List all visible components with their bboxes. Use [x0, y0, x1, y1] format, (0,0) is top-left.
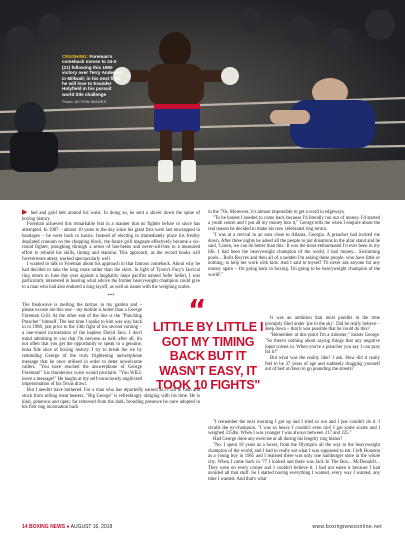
article-column-2-wrap [265, 316, 380, 373]
magazine-name: BOXING NEWS [28, 524, 66, 530]
pull-quote-text: LITTLE BY LITTLE I GOT MY TIMING BACK BUT IT WASN'T EASY, IT TOOK 10 FIGHTS" [152, 320, 264, 392]
paragraph: "I was at a revival in an area close to Atlanta, Georgia. A preacher had invited me down. After three nights he asked all the people to put donations in the altar stand and he said, 'Listen, we can do better than this.' It was the most embarrassed I'd ever been in my life. I had been the heavyweight champion of the world, I had money... Swimming pools... Rolls Royces and then all of a sudden I'm asking these people, who have little or nothing, to help me work with kids. And I said to myself 'I'll never ask anyone for any money again – I'm going back to boxing. I'm going to be heavyweight champion of the world'." [208, 232, 380, 278]
pull-quote [148, 293, 268, 393]
section-break: *** [107, 293, 115, 299]
paragraph: "Remember at this point I'm a minister," insists George. "So there's nothing about saying things that any negative input comes in. When you're a preacher you say I can pray for it!" [265, 333, 380, 356]
paragraph: But what was the reality like? I ask. How did it really feel to be 37 years of age and suddenly dragging yourself out of bed at dawn to go pounding the streets? [265, 355, 380, 373]
issue-date: AUGUST 16, 2018 [70, 524, 113, 530]
paragraph: The freakwave is melting the tarmac in my garden and – please excuse me this one – my mobile is hotter than a George Foreman Grill. At the other end of the line is the "Punching Preacher" himself. The last time I spoke to him was way back in in 1988, just prior to the 14th fight of his second coming – a one-round incineration of the hapless David Jaco. I don't mind admitting to you that I'm nervous as hell; after all, it's not often that you get the opportunity to speak to a genuine, bona fide slice of boxing history. I try to break the ice by reminding George of the truly frightening answerphone message that he once utilised in order to deter unwelcome callers. "You have reached the answerphone of George Foreman!" his thunderous voice would proclaim. "You WILL leave a message!" He laughs at my self-consciously anglicised impersonation of his Texas drawl. [22, 302, 142, 388]
paragraph: in the '70s. Moreover, it's almost impossible to get a word in edgeways. [208, 210, 346, 215]
boxing-photo-illustration [0, 0, 405, 200]
article-column-2 [208, 210, 380, 278]
article-column-2-bottom [208, 420, 380, 483]
paragraph: ▶ hed and gold belt around his waist. In doing so, he sent a shiver down the spine of boxing history. [22, 208, 200, 222]
paragraph: It was an ambition that most pundits at the time promptly filed under 'pie in the sky'. Did he really believe – deep down – that it was possible that he could do this? [265, 316, 380, 333]
paragraph: "No. I spent 10 years as a boxer, from the Olympics all the way to the heavyweight champion of the world, and I had to really eat what I was supposed to eat. I left Houston as a young boy in 1965 and I realised there was only one hamburger store in the whole city. When I came back in '77 I looked and there was Jack In The Box... McDonald's... They were on every corner and I couldn't believe it. I had not eaten it because I had avoided all that stuff. So I started having everything I wanted, every way I wanted, any time I wanted. And that's what [208, 442, 380, 483]
paragraph: Foreman achieved this remarkable feat in a manner that no fighter before or since has attempted. In 1987 – almost 10 years to the day since his giant fists were last enwrapped in bandages – he went back to basics. Instead of electing to immediately place his freshly depilated cranium on the chopping block, the future grill magnate effectively became a six-round fighter, ploughing through a series of has-beens and never-will-bes in a measured effort to rebuild his skills, timing and stamina. This approach, as the record books will forevermore attest, worked spectacularly well. [22, 222, 200, 262]
page-footer [22, 522, 382, 532]
quote-mark-icon: “ [188, 293, 207, 326]
photo-caption [62, 54, 124, 105]
section-marker: ▶ [22, 208, 31, 216]
paragraph: "To be honest I needed to come back because I'd literally run out of money. I'd started a youth centre and I put all my money into it," George tells me when I enquire about the real reason he decided to make his now celebrated ring return. [208, 215, 380, 233]
caption-body: Foreman's comeback moves to 24-0 (21) following this 1990 victory over Terry Anderson in Millwall; in his next fight he will lose to Evander Holyfield in his pursuit world title challenge [62, 54, 124, 97]
website-url: www.boxingnewsonline.net [312, 524, 382, 530]
footer-left: 14 BOXING NEWS ● AUGUST 16, 2018 [22, 524, 113, 530]
paragraph: I wanted to talk to Foreman about his approach to that famous comeback. About why he had decided to take the long route rather than the short. In light of Tyson's Fury's farcical ring return in June this year against a laughably inept pacifist named Sefer Seferi, I was particularly interested in hearing what advice the former heavyweight champion could give to a man who had also endured a long layoff, as well as issues with the weighing scales. [22, 262, 200, 291]
paragraph: But I needn't have bothered. For a man who has reportedly earned $137.5m in cash and stock from selling meat heaters, "Big George" is refreshingly obliging with his time. He is kind, generous and open; far removed from the dark, brooding presence he once adopted in his first ring incarnation back [22, 388, 200, 411]
paragraph: Had George done any exercise at all during his lengthy ring hiatus? [213, 437, 343, 443]
caption-head: CRUSHING: [62, 54, 89, 59]
page-number: 14 [22, 524, 28, 530]
paragraph: "I remember the next morning I got up and I tried to run and I just couldn't do it. I recalls the ex-champion. "I was so heavy I couldn't even run! I got some scales and I weighed 315lbs. When I was younger I was always between 217 and 225." [208, 420, 380, 437]
boxing-photo [0, 0, 405, 200]
photo-credit: Photo: ACTION IMAGES [62, 99, 107, 105]
